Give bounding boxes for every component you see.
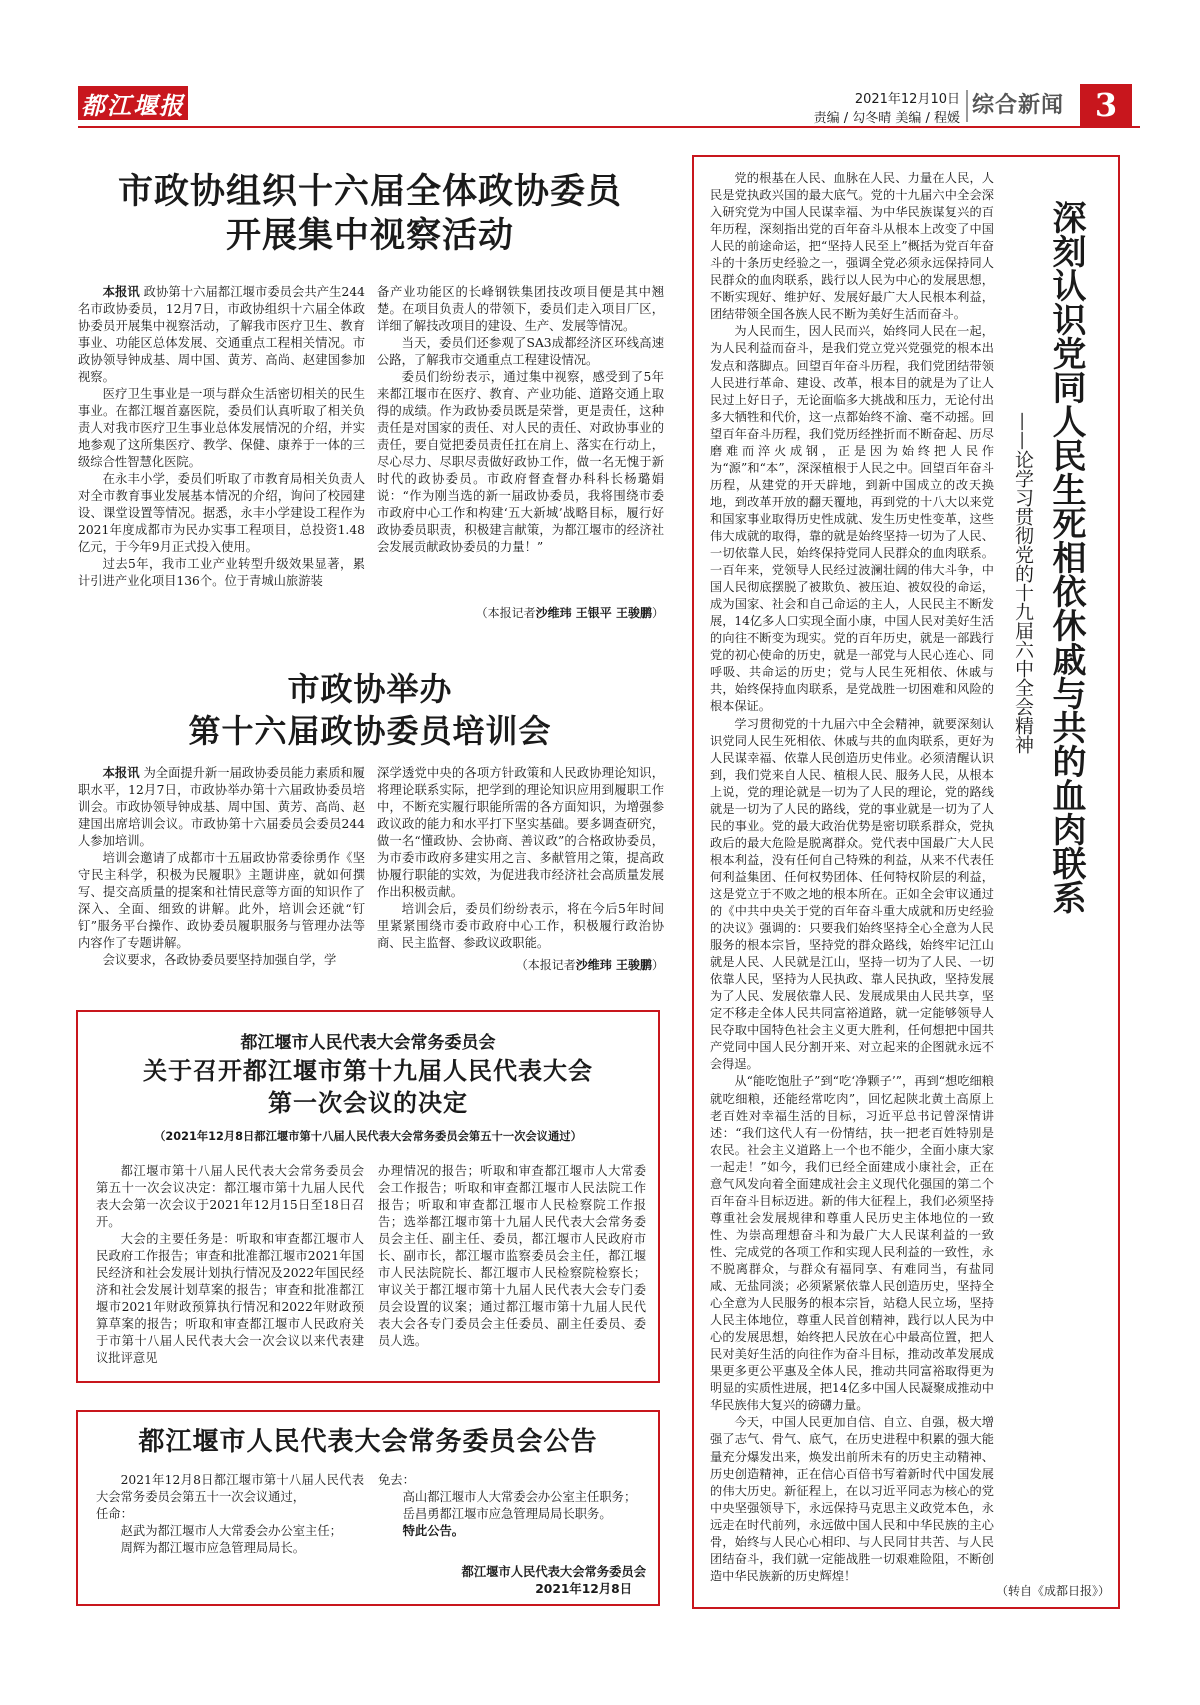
article5-paragraph: 今天，中国人民更加自信、自立、自强，极大增强了志气、骨气、底气，在历史进程中积累的强大能量充分爆发出来，焕发出前所未有的历史主动精神、历史创造精神，正在信心百倍书写着新时代中国发展的伟大历史。新征程上，在以习近平同志为核心的党中央坚强领导下，永远保持马克思主义政党本色，永远走在时代前列，永远做中国人民和中华民族的主心骨，始终与人民心心相印、与人民同甘共苦、与人民团结奋斗，我们就一定能战胜一切艰难险阻，不断创造中华民族新的历史辉煌！: [710, 1415, 994, 1583]
lead-tag: 本报讯: [102, 285, 140, 299]
header-separator: [966, 90, 968, 122]
paragraph-text: 高山都江堰市人大常委会办公室主任职务；: [402, 1490, 637, 1504]
header-date: 2021年12月10日: [854, 92, 960, 107]
article4-sign-org: 都江堰市人民代表大会常务委员会: [461, 1565, 646, 1579]
paragraph-text: 备产业功能区的长峰钢铁集团技改项目便是其中翘楚。在项目负责人的带领下，委员们走入项目厂区，详细了解技改项目的建设、生产、发展等情况。: [377, 285, 664, 333]
article5-paragraph: 学习贯彻党的十九届六中全会精神，就要深刻认识党同人民生死相依、休戚与共的血肉联系，更好为人民谋幸福、依靠人民创造历史伟业。必须清醒认识到，我们党来自人民、植根人民、服务人民，从根本上说，党的理论就是一切为了人民的理论，党的路线就是一切为了人民的路线，党的事业就是一切为了人民的事业。党的最大政治优势是密切联系群众，党执政后的最大危险是脱离群众。党代表中国最广大人民根本利益，没有任何自己特殊的利益，从来不代表任何利益集团、任何权势团体、任何特权阶层的利益，这是党立于不败之地的根本所在。正如全会审议通过的《中共中央关于党的百年奋斗重大成就和历史经验的决议》强调的：只要我们始终坚持全心全意为人民服务的根本宗旨，坚持党的群众路线，始终牢记江山就是人民、人民就是江山，坚持一切为了人民、一切依靠人民，坚持为人民执政、靠人民执政，坚持发展为了人民、发展依靠人民、发展成果由人民共享，坚定不移走全体人民共同富裕道路，就一定能够领导人民夺取中国特色社会主义更大胜利，任何想把中国共产党同中国人民分割开来、对立起来的企图就永远不会得逞。: [710, 716, 994, 1072]
article4-column2: [378, 1472, 646, 1540]
paragraph: [378, 1489, 646, 1506]
paragraph: [96, 1506, 364, 1523]
article1-byline: （本报记者沙维玮 王银平 王骏鹏）: [475, 606, 664, 620]
article2-headline: [70, 668, 670, 752]
article5-paragraph: 党的根基在人民、血脉在人民、力量在人民，人民是党执政兴国的最大底气。党的十九届六中全会深入研究党为中国人民谋幸福、为中华民族谋复兴的百年历程，深刻指出党的百年奋斗从根本上改变了中国人民的前途命运，把“坚持人民至上”概括为党百年奋斗的十条历史经验之一，强调全党必须永远保持同人民群众的血肉联系，践行以人民为中心的发展思想，不断实现好、维护好、发展好最广大人民根本利益，团结带领全国各族人民不断为美好生活而奋斗。: [710, 171, 994, 322]
paragraph: [377, 369, 664, 556]
paragraph: [96, 1540, 364, 1557]
article2-title-line1: 市政协举办: [287, 670, 453, 708]
paragraph-text: 任命：: [96, 1507, 133, 1521]
paragraph-text: 委员们纷纷表示，通过集中视察，感受到了5年来都江堰市在医疗、教育、产业功能、道路交通上取得的成绩。作为政协委员既是荣誉，更是责任，这种责任是对国家的责任、对人民的责任、对政协事业的责任，要自觉把委员责任扛在肩上、落实在行动上，尽心尽力、尽职尽责做好政协工作，做一名无愧于新时代的政协委员。市政府督查督办科科长杨璐娟说：“作为刚当选的新一届政协委员，我将围绕市委市政府中心工作和构建‘五大新城’战略目标，履行好政协委员职责，积极建言献策，为都江堰市的经济社会发展贡献政协委员的力量！”: [377, 370, 664, 554]
section-name: 综合新闻: [972, 93, 1065, 118]
paragraph-text: 都江堰市第十八届人民代表大会常务委员会第五十一次会议决定：都江堰市第十九届人民代表大会第一次会议于2021年12月15日至18日召开。: [96, 1164, 364, 1229]
article1-headline: [70, 170, 670, 258]
paragraph-text: 在永丰小学，委员们听取了市教育局相关负责人对全市教育事业发展基本情况的介绍，询问了校园建设、课堂设置等情况。据悉，永丰小学建设工程作为2021年度成都市为民办实事工程项目，总投资1.48亿元，于今年9月正式投入使用。: [78, 472, 365, 554]
paragraph: [78, 765, 365, 850]
paragraph: [96, 1163, 364, 1231]
article4-sign-date: 2021年12月8日: [535, 1582, 632, 1596]
paragraph: [378, 1163, 646, 1350]
article3-title-line1: 关于召开都江堰市第十九届人民代表大会: [143, 1056, 593, 1085]
paragraph-text: 政协第十六届都江堰市委员会共产生244名市政协委员，12月7日，市政协组织十六届全体政协委员开展集中视察活动，了解我市医疗卫生、教育事业、功能区总体发展、交通重点工程相关情况。市政协领导钟成基、周中国、黄芳、高尚、赵建国参加视察。: [78, 285, 365, 384]
paragraph-text: 培训会后，委员们纷纷表示，将在今后5年时间里紧紧围绕市委市政府中心工作，积极履行政治协商、民主监督、参政议政职能。: [377, 902, 664, 950]
paragraph-text: 周辉为都江堰市应急管理局局长。: [120, 1541, 306, 1555]
article1-title-line1: 市政协组织十六届全体政协委员: [117, 171, 622, 212]
paragraph: [78, 850, 365, 952]
header-editors: 责编 / 勾冬晴 美编 / 程媛: [813, 111, 960, 126]
article1-column2: [377, 284, 664, 556]
paragraph: [377, 284, 664, 335]
lead-tag: 本报讯: [102, 766, 140, 780]
paragraph-text: 办理情况的报告；听取和审查都江堰市人大常委会工作报告；听取和审查都江堰市人民法院工作报告；听取和审查都江堰市人民检察院工作报告；选举都江堰市第十九届人民代表大会常务委员会主任、副主任、委员，都江堰市人民政府市长、副市长，都江堰市监察委员会主任，都江堰市人民法院院长、都江堰市人民检察院检察长；审议关于都江堰市第十九届人民代表大会专门委员会设置的议案；通过都江堰市第十九届人民代表大会各专门委员会主任委员、副主任委员、委员人选。: [378, 1164, 646, 1348]
article2-column1: [78, 765, 365, 969]
paragraph: [78, 556, 365, 590]
paragraph-text: 为全面提升新一届政协委员能力素质和履职水平，12月7日，市政协举办第十六届政协委员培训会。市政协领导钟成基、周中国、黄芳、高尚、赵建国出席培训会议。市政协第十六届委员会委员244人参加培训。: [78, 766, 365, 848]
article3-title-line2: 第一次会议的决定: [268, 1088, 468, 1117]
paragraph: [378, 1523, 646, 1540]
paragraph: [96, 1523, 364, 1540]
paragraph: [378, 1506, 646, 1523]
paragraph: [78, 471, 365, 556]
paragraph: [378, 1472, 646, 1489]
article2-byline: （本报记者沙维玮 王骏鹏）: [515, 958, 664, 972]
article4-signature: [378, 1564, 646, 1598]
article5-title: 深刻认识党同人民生死相依休戚与共的血肉联系: [1046, 200, 1086, 914]
paragraph: [377, 901, 664, 952]
paragraph: [78, 952, 365, 969]
article3-note: （2021年12月8日都江堰市第十八届人民代表大会常务委员会第五十一次会议通过）: [154, 1130, 582, 1143]
paragraph-text: 岳昌勇都江堰市应急管理局局长职务。: [402, 1507, 612, 1521]
article5-paragraph: 为人民而生，因人民而兴，始终同人民在一起，为人民利益而奋斗，是我们党立党兴党强党的根本出发点和落脚点。回望百年奋斗历程，我们党团结带领人民进行革命、建设、改革，根本目的就是为了让人民过上好日子，无论面临多大挑战和压力，无论付出多大牺牲和代价，这一点都始终不渝、毫不动摇。回望百年奋斗历程，我们党历经挫折而不断奋起、历尽磨难而淬火成钢，正是因为始终把人民作为“源”和“本”，深深植根于人民之中。回望百年奋斗历程，从建党的开天辟地，到新中国成立的改天换地，到改革开放的翻天覆地，再到党的十八大以来党和国家事业取得历史性成就、发生历史性变革，这些伟大成就的取得，靠的就是始终坚持一切为了人民、一切依靠人民，始终保持党同人民群众的血肉联系。一百年来，党领导人民经过波澜壮阔的伟大斗争，中国人民彻底摆脱了被欺负、被压迫、被奴役的命运，成为国家、社会和自己命运的主人，人民民主不断发展，14亿多人口实现全面小康，中国人民对美好生活的向往不断变为现实。党的百年历史，就是一部践行党的初心使命的历史，就是一部党与人民心连心、同呼吸、共命运的历史；党与人民生死相依、休戚与共，始终保持血肉联系，是党战胜一切困难和风险的根本保证。: [710, 324, 994, 714]
article2-title-line2: 第十六届政协委员培训会: [188, 712, 552, 750]
paragraph: [78, 284, 365, 386]
paragraph-text: 赵武为都江堰市人大常委会办公室主任；: [120, 1524, 342, 1538]
paragraph-text: 医疗卫生事业是一项与群众生活密切相关的民生事业。在都江堰首嘉医院，委员们认真听取了相关负责人对我市医疗卫生事业总体发展情况的介绍，并实地参观了这所集医疗、教学、保健、康养于一体的三级综合性智慧化医院。: [78, 387, 365, 469]
article1-column1: [78, 284, 365, 590]
article3-column2: [378, 1163, 646, 1350]
paragraph-text: 过去5年，我市工业产业转型升级效果显著，累计引进产业化项目136个。位于青城山旅游装: [78, 557, 365, 588]
page-number: 3: [1080, 84, 1132, 126]
paragraph: [96, 1231, 364, 1367]
article5-source: （转自《成都日报》）: [995, 1584, 1110, 1598]
article4-column1: [96, 1472, 364, 1557]
article5-paragraph: 从“能吃饱肚子”到“吃‘净颗子’”，再到“想吃细粮就吃细粮，还能经常吃肉”，回忆起陕北黄土高原上老百姓对幸福生活的目标，习近平总书记曾深情讲述：“我们这代人有一份情结，扶一把老百姓特别是农民。社会主义道路上一个也不能少，全面小康大家一起走！”如今，我们已经全面建成小康社会，正在意气风发向着全面建成社会主义现代化强国的第二个百年奋斗目标迈进。新的伟大征程上，我们必须坚持尊重社会发展规律和尊重人民历史主体地位的一致性、为崇高理想奋斗和为最广大人民谋利益的一致性、完成党的各项工作和实现人民利益的一致性，永不脱离群众，与群众有福同享、有难同当，有盐同咸、无盐同淡；必须紧紧依靠人民创造历史，坚持全心全意为人民服务的根本宗旨，站稳人民立场，坚持人民主体地位，尊重人民首创精神，践行以人民为中心的发展思想，始终把人民放在心中最高位置，把人民对美好生活的向往作为奋斗目标，推动改革发展成果更多更公平惠及全体人民，推动共同富裕取得更为明显的实质性进展，把14亿多中国人民凝聚成推动中华民族伟大复兴的磅礴力量。: [710, 1074, 994, 1413]
paragraph-text: 免去：: [378, 1473, 415, 1487]
article5-body: [710, 170, 994, 1590]
article3-headline: [86, 1055, 650, 1119]
article1-title-line2: 开展集中视察活动: [225, 215, 514, 256]
paragraph-text: 深学透党中央的各项方针政策和人民政协理论知识，将理论联系实际，把学到的理论知识应用到履职工作中，不断充实履行职能所需的各方面知识，为增强参政议政的能力和水平打下坚实基础。要多调查研究，做一名“懂政协、会协商、善议政”的合格政协委员，为市委市政府多建实用之言、多献管用之策，提高政协履行职能的实效，为促进我市经济社会高质量发展作出积极贡献。: [377, 766, 664, 899]
paragraph-text: 会议要求，各政协委员要坚持加强自学，学: [102, 953, 337, 967]
article3-column1: [96, 1163, 364, 1367]
paragraph-text: 培训会邀请了成都市十五届政协常委徐勇作《坚守民主科学，积极为民履职》主题讲座，就如何撰写、提交高质量的提案和社情民意等方面的知识作了深入、全面、细致的讲解。此外，培训会还就“钉钉”服务平台操作、政协委员履职服务与管理办法等内容作了专题讲解。: [78, 851, 365, 950]
paragraph-text: 特此公告。: [402, 1524, 465, 1538]
paragraph: [96, 1472, 364, 1506]
paragraph-text: 大会的主要任务是：听取和审查都江堰市人民政府工作报告；审查和批准都江堰市2021年国民经济和社会发展计划执行情况及2022年国民经济和社会发展计划草案的报告；审查和批准都江堰市2021年财政预算执行情况和2022年财政预算草案的报告；听取和审查都江堰市人民政府关于市第十八届人民代表大会一次会议以来代表建议批评意见: [96, 1232, 364, 1365]
article5-subtitle: ——论学习贯彻党的十九届六中全会精神: [1012, 412, 1034, 754]
paragraph: [377, 335, 664, 369]
masthead-logo: 都江堰报: [78, 86, 188, 120]
article3-org: 都江堰市人民代表大会常务委员会: [240, 1033, 496, 1053]
header-rule: [78, 126, 1140, 128]
paragraph: [377, 765, 664, 901]
paragraph: [78, 386, 365, 471]
article2-column2: [377, 765, 664, 952]
paragraph-text: 2021年12月8日都江堰市第十八届人民代表大会常务委员会第五十一次会议通过，: [96, 1473, 364, 1504]
article4-title: 都江堰市人民代表大会常务委员会公告: [138, 1427, 598, 1457]
paragraph-text: 当天，委员们还参观了SA3成都经济区环线高速公路，了解我市交通重点工程建设情况。: [377, 336, 664, 367]
